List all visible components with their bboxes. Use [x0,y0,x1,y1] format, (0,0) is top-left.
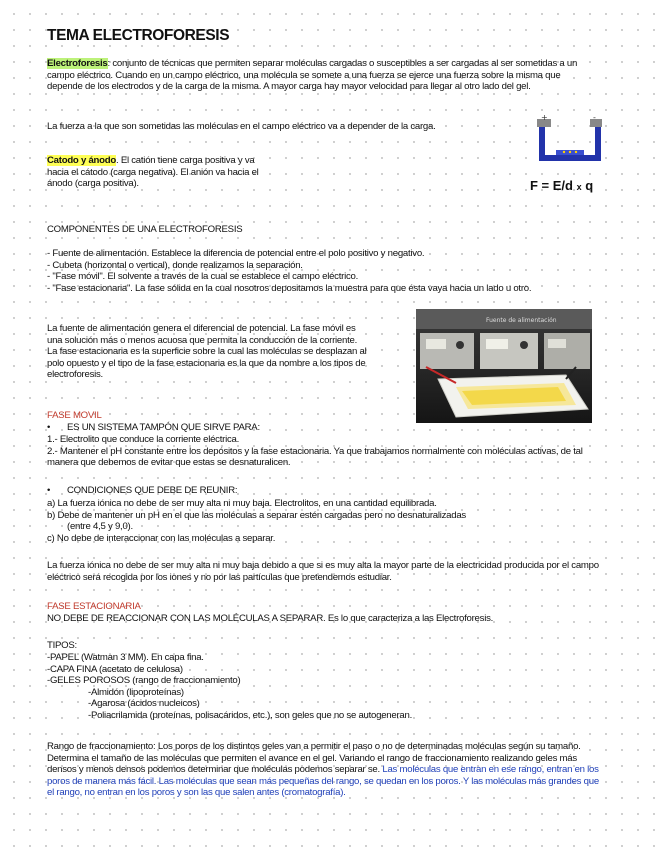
formula-lhs: F = E/d [530,178,573,193]
force-line: La fuerza a la que son sometidas las moléculas en el campo eléctrico va a depender de la carga. [47,121,436,132]
fuente-paragraph: La fuente de alimentación genera el diferencial de potencial. La fase móvil es una solución más o menos acuosa que permita la conducción de la corriente. La fase estacionaria es la superficie sobre la cual las moléculas se desplazan al polo opuesto y el tipo de la fase estacionaria es la que da nombre a los tipos de electroforesis. [47,323,367,380]
fase-estacionaria-text: NO DEBE DE REACCIONAR CON LAS MOLÉCULAS A SEPARAR. Es lo que caracteriza a las Electroforesis. [47,613,494,624]
tipo-subitem: -Almidón (lipoproteínas) [88,686,184,698]
condition-item: a) La fuerza iónica no debe de ser muy alta ni muy baja. Electrolitos, en una cantidad equilibrada. [47,498,437,509]
photo-label: Fuente de alimentación [486,317,557,324]
electrophoresis-apparatus-photo [416,309,592,423]
ionic-strength-paragraph: La fuerza iónica no debe de ser muy alta ni muy baja debido a que si es muy alta la mayor parte de la electricidad producida por el campo eléctrico será recogida por los iones y no por las partículas que pretendemos estudiar. [47,560,599,583]
force-formula [530,178,593,193]
component-item: - "Fase móvil". El solvente a través de la cual se establece el campo eléctrico. [47,271,359,282]
component-item: - "Fase estacionaria". La fase sólida en la cual nosotros depositamos la muestra para que ésta vaya hacia un lado u otro. [47,282,532,294]
fase-movil-heading: FASE MOVIL [47,410,102,421]
component-item: - Cubeta (horizontal o vertical), donde realizamos la separación. [47,259,303,271]
fase-movil-points [47,434,599,469]
rango-paragraph [47,741,603,799]
intro-term: Electroforesis [47,58,108,69]
minus-sign: - [593,113,596,122]
rango-text: Rango de fraccionamiento: Los poros de los distintos geles van a permitir el paso o no de determinadas moléculas según su tamaño. Determina el tamaño de las moléculas que permiten el avance en el gel. Variando el rango de fraccionamiento realizando geles más densos y menos densos podemos determinar que moléculas podemos separar se. [47,741,581,775]
catodo-paragraph [47,155,272,190]
intro-text: : conjunto de técnicas que permiten separar moléculas cargadas o susceptibles a ser cargadas al ser sometidas a un campo eléctrico. Cuando en un campo eléctrico, una molécula se somete a una fuerza se ejerce una fuerza sobre la misma que depende de los electrodos y de la carga de la misma. A mayor carga hay mayor velocidad para llegar al otro lado del gel. [47,58,578,92]
tipo-item: -PAPEL (Watman 3 MM). En capa fina. [47,652,204,663]
tipos-list [47,652,595,721]
fase-movil-point: 2.- Mantener el pH constante entre los depósitos y la fase estacionaria. Ya que trabajamos normalmente con moléculas activas, de tal manera que debemos de evitar que estas se desnaturalicen. [47,445,583,468]
components-heading: COMPONENTES DE UNA ELECTROFORESIS [47,224,243,235]
tipo-item: -CAPA FINA (acetato de celulosa) [47,663,183,675]
rango-text-blue: Las moléculas que entran en ese rango, entran en los poros de manera más fácil. Las moléculas que sean más pequeñas del rango, se quedan en los poros. Y las moléculas más grandes que el rango, no entran en los poros y son las que salen antes (cromatografía). [47,764,599,798]
tipo-subitem: -Poliacrilamida (proteínas, polisacáridos, etc.), son geles que no se autogeneran. [88,709,413,721]
component-item: - Fuente de alimentación. Establece la diferencia de potencial entre el polo positivo y negativo. [47,248,425,259]
catodo-term: Catodo y ánodo [47,155,116,166]
condition-item: (entre 4,5 y 9,0). [67,521,133,532]
condition-item: b) Debe de mantener un pH en el que las moléculas a separar estén cargadas pero no desnaturalizadas [47,509,466,521]
catodo-text: . El catión tiene carga positiva y va hacia el cátodo (carga negativa). El anión va hacia el ánodo (carga positiva). [47,155,259,189]
fase-movil-point: 1.- Electrolito que conduce la corriente eléctrica. [47,434,240,445]
plus-sign: + [541,113,548,122]
tipos-heading: TIPOS: [47,640,77,651]
fase-estacionaria-heading: FASE ESTACIONARIA [47,601,141,612]
conditions-list [47,498,599,544]
formula-operator: x [576,182,582,192]
formula-rhs: q [585,178,594,193]
fase-movil-bullet: • ES UN SISTEMA TAMPÓN QUE SIRVE PARA: [47,422,260,433]
page-title: TEMA ELECTROFORESIS [47,27,230,44]
conditions-bullet-text: CONDICIONES QUE DEBE DE REUNIR: [67,485,238,496]
condition-item: c) No debe de interaccionar con las moléculas a separar. [47,532,276,544]
tipo-item: -GELES POROSOS (rango de fraccionamiento) [47,675,241,686]
components-list [47,248,595,294]
intro-paragraph [47,58,595,93]
fase-movil-bullet-text: ES UN SISTEMA TAMPÓN QUE SIRVE PARA: [67,422,260,433]
cathode-terminal [590,119,602,127]
electrophoresis-tank-diagram [530,112,610,168]
conditions-bullet: • CONDICIONES QUE DEBE DE REUNIR: [47,485,238,496]
tipo-subitem: -Agarosa (ácidos nucleicos) [88,698,200,709]
